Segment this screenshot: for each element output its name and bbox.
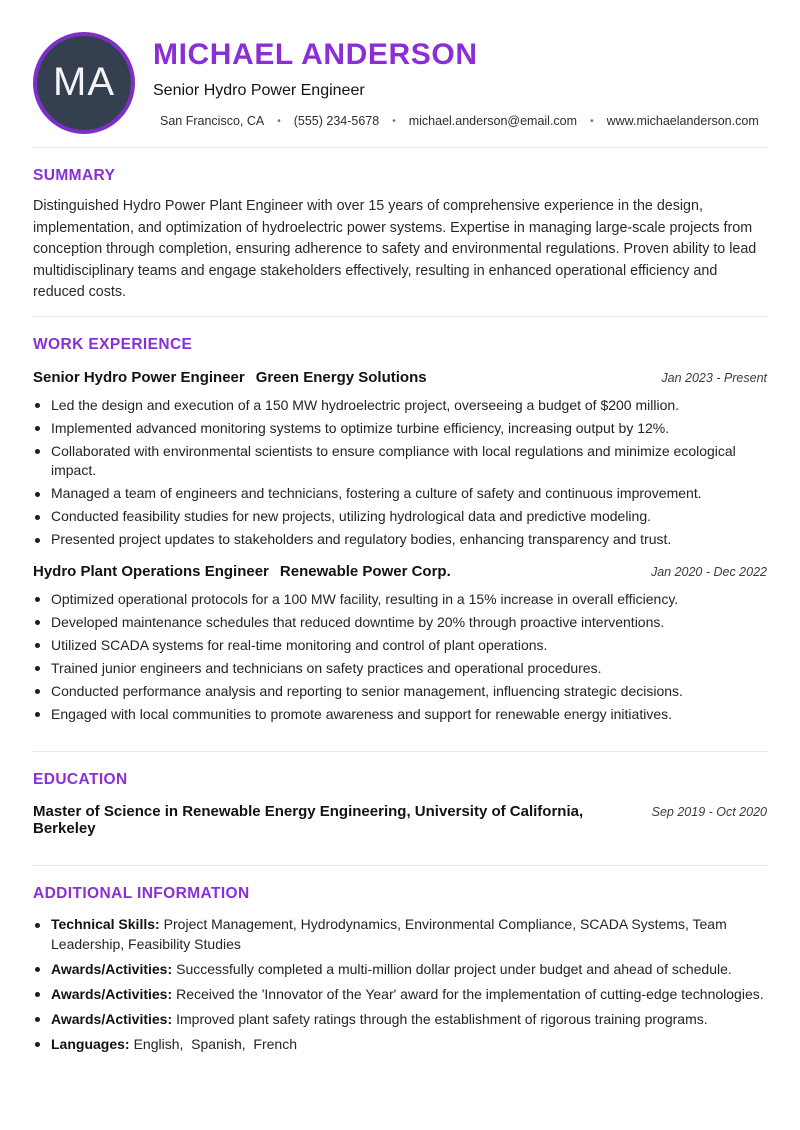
work-experience-heading: WORK EXPERIENCE [33, 335, 193, 353]
additional-item [33, 915, 767, 954]
job-bullet: Optimized operational protocols for a 100 MW facility, resulting in a 15% increase in overall efficiency. [33, 590, 767, 610]
job-bullet: Led the design and execution of a 150 MW hydroelectric project, overseeing a budget of $200 million. [33, 396, 767, 416]
job-dates: Jan 2020 - Dec 2022 [650, 564, 767, 579]
contact-location: San Francisco, CA [160, 114, 265, 128]
job-title-line [33, 563, 451, 580]
job-bullet-list [33, 396, 767, 550]
job-bullet: Collaborated with environmental scientists to ensure compliance with local regulations and minimize ecological impact. [33, 442, 767, 481]
job-bullet: Managed a team of engineers and technicians, fostering a culture of safety and continuous improvement. [33, 484, 767, 504]
dot-separator-icon: • [277, 115, 281, 127]
header-main [153, 32, 759, 134]
job-company: Renewable Power Corp. [279, 562, 451, 580]
additional-information-section [33, 885, 767, 1054]
job-bullet: Presented project updates to stakeholders and regulatory bodies, enhancing transparency and trust. [33, 530, 767, 550]
job-title: Hydro Plant Operations Engineer [33, 562, 269, 580]
additional-item [33, 1035, 767, 1055]
education-heading: EDUCATION [33, 771, 128, 788]
job-title-line [33, 369, 427, 386]
contact-email: michael.anderson@email.com [408, 114, 578, 128]
job-dates: Jan 2023 - Present [661, 370, 767, 385]
contact-phone: (555) 234-5678 [293, 114, 380, 128]
additional-item-text: Project Management, Hydrodynamics, Environmental Compliance, SCADA Systems, Team Leadership, Feasibility Studies [51, 916, 731, 952]
education-degree: Master of Science in Renewable Energy Engineering, University of California, Berkeley [33, 803, 584, 837]
work-divider [33, 751, 767, 752]
contact-website: www.michaelanderson.com [606, 114, 759, 128]
additional-item-text: Successfully completed a multi-million dollar project under budget and ahead of schedule. [176, 960, 732, 977]
summary-text: Distinguished Hydro Power Plant Engineer with over 15 years of comprehensive experience in the design, implementation, and optimization of hydroelectric power systems. Expertise in managing large-scale projects from conception through completion, ensuring adherence to safety and environmental regulations. Proven ability to lead multidisciplinary teams and engage stakeholders effectively, resulting in enhanced operational efficiency and reduced costs. [33, 198, 757, 300]
job-company: Green Energy Solutions [255, 368, 427, 386]
additional-item [33, 960, 767, 980]
job-header [33, 563, 767, 580]
education-divider [33, 865, 767, 866]
job-bullet: Conducted performance analysis and reporting to senior management, influencing strategic decisions. [33, 682, 767, 702]
additional-item-label: Awards/Activities: [51, 1010, 173, 1027]
education-dates: Sep 2019 - Oct 2020 [651, 805, 767, 819]
header-divider [33, 147, 767, 148]
job-title: Senior Hydro Power Engineer [33, 368, 245, 386]
dot-separator-icon: • [590, 115, 594, 127]
contact-row [153, 114, 759, 128]
additional-item-text: Improved plant safety ratings through the establishment of rigorous training programs. [176, 1010, 708, 1027]
summary-section [33, 167, 767, 304]
additional-item-text: English, Spanish, French [133, 1035, 297, 1052]
job-bullet: Developed maintenance schedules that reduced downtime by 20% through proactive interventions. [33, 613, 767, 633]
job-bullet: Engaged with local communities to promote awareness and support for renewable energy initiatives. [33, 705, 767, 725]
additional-list [33, 915, 767, 1054]
summary-divider [33, 316, 767, 317]
job-bullet-list [33, 590, 767, 725]
additional-item-label: Technical Skills: [51, 916, 160, 932]
resume-header [33, 32, 767, 134]
additional-item-text: Received the 'Innovator of the Year' award for the implementation of cutting-edge technologies. [176, 985, 764, 1002]
additional-item [33, 1010, 767, 1030]
additional-item-label: Languages: [51, 1035, 130, 1052]
job-bullet: Implemented advanced monitoring systems to optimize turbine efficiency, increasing output by 12%. [33, 419, 767, 439]
job-bullet: Utilized SCADA systems for real-time monitoring and control of plant operations. [33, 636, 767, 656]
additional-item-label: Awards/Activities: [51, 960, 173, 977]
work-experience-section [33, 336, 767, 725]
additional-item [33, 985, 767, 1005]
education-section [33, 771, 767, 837]
candidate-title: Senior Hydro Power Engineer [153, 82, 365, 99]
job-header [33, 369, 767, 386]
summary-heading: SUMMARY [33, 167, 116, 184]
additional-item-label: Awards/Activities: [51, 985, 173, 1002]
job-bullet: Conducted feasibility studies for new projects, utilizing hydrological data and predictive modeling. [33, 507, 767, 527]
avatar-initials: MA [53, 60, 115, 104]
job-bullet: Trained junior engineers and technicians on safety practices and operational procedures. [33, 659, 767, 679]
education-row [33, 803, 767, 837]
additional-information-heading: ADDITIONAL INFORMATION [33, 885, 250, 902]
avatar [33, 32, 135, 134]
dot-separator-icon: • [392, 115, 396, 127]
candidate-name: MICHAEL ANDERSON [153, 38, 478, 71]
